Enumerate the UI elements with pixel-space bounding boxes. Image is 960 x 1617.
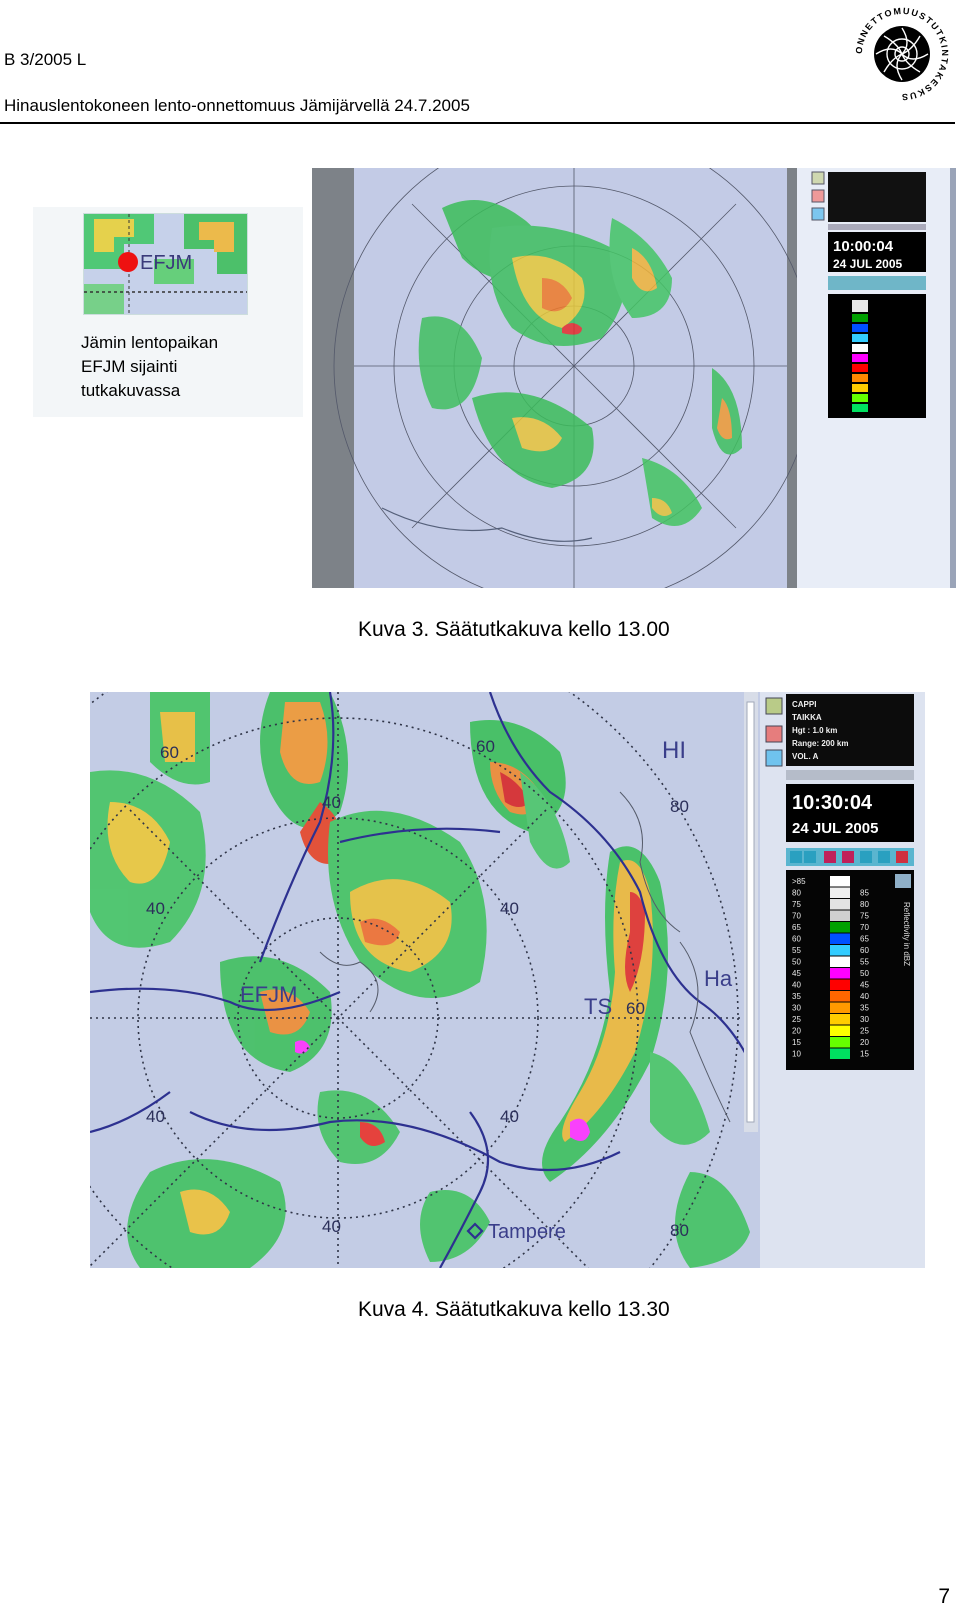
inset-line-3: tutkakuvassa — [81, 381, 181, 400]
legend-label-high: 20 — [860, 1038, 869, 1047]
legend-label-high: 35 — [860, 1003, 869, 1013]
fig4-time: 10:30:04 — [792, 792, 873, 814]
fig4-info-5: VOL. A — [792, 752, 819, 761]
legend-swatch — [830, 1014, 850, 1025]
fig4-info-4: Range: 200 km — [792, 739, 849, 748]
legend-label-low: 45 — [792, 969, 801, 978]
legend-label-high: 75 — [860, 911, 869, 921]
legend-swatch — [830, 1037, 850, 1048]
report-title: Hinauslentokoneen lento-onnettomuus Jämijärvellä 24.7.2005 — [4, 96, 470, 115]
legend-title: Reflectivity in dBZ — [902, 902, 911, 967]
ring-label-80-se: 80 — [670, 1221, 689, 1240]
fig4-date: 24 JUL 2005 — [792, 820, 879, 837]
logo-lettering: ONNETTOMUUSTUTKINTAKESKUS — [853, 5, 951, 103]
legend-label-high: 80 — [860, 900, 869, 909]
radar-image-1330 — [90, 692, 925, 1268]
legend-label-low: >85 — [792, 877, 806, 886]
efjm-marker — [118, 252, 138, 272]
inset-radar-crop — [83, 213, 248, 315]
legend-label-high: 70 — [860, 923, 869, 932]
legend-label-high: 60 — [860, 946, 869, 955]
page-number: 7 — [938, 1585, 950, 1608]
inset-efjm-label: EFJM — [140, 252, 193, 274]
legend-label-low: 25 — [792, 1015, 801, 1024]
legend-label-low: 60 — [792, 934, 801, 944]
efjm-location-inset — [33, 207, 303, 417]
figure-3-caption: Kuva 3. Säätutkakuva kello 13.00 — [358, 618, 670, 641]
legend-label-low: 35 — [792, 992, 801, 1001]
legend-label-high: 25 — [860, 1026, 869, 1036]
legend-label-high: 45 — [860, 980, 869, 990]
ring-label-40-sw: 40 — [146, 1107, 165, 1126]
fig4-info-1: CAPPI — [792, 700, 817, 709]
legend-label-low: 20 — [792, 1026, 801, 1036]
legend-swatch — [830, 968, 850, 979]
legend-label-low: 55 — [792, 946, 801, 955]
ring-label-40-s: 40 — [322, 1217, 341, 1236]
figure-4-caption: Kuva 4. Säätutkakuva kello 13.30 — [358, 1298, 670, 1321]
inset-line-1: Jämin lentopaikan — [81, 333, 219, 352]
legend-label-low: 50 — [792, 957, 801, 967]
legend-swatch — [830, 911, 850, 922]
fig3-date: 24 JUL 2005 — [833, 257, 903, 271]
legend-label-low: 75 — [792, 900, 801, 909]
legend-swatch — [830, 1049, 850, 1060]
legend-label-high: 15 — [860, 1049, 869, 1059]
legend-swatch — [830, 876, 850, 887]
fig4-info-3: Hgt : 1.0 km — [792, 726, 838, 735]
legend-swatch — [830, 899, 850, 910]
legend-swatch — [830, 957, 850, 968]
legend-swatch — [830, 922, 850, 933]
tampere-label: Tampere — [488, 1221, 566, 1243]
legend-label-low: 40 — [792, 980, 801, 990]
ring-label-60-n: 60 — [476, 737, 495, 756]
ring-label-40-n: 40 — [322, 793, 341, 812]
legend-label-low: 65 — [792, 923, 801, 932]
ring-label-80-ne: 80 — [670, 797, 689, 816]
ts-label: TS — [584, 994, 613, 1019]
ring-label-60-e: 60 — [626, 999, 645, 1018]
ring-label-40-e: 40 — [500, 899, 519, 918]
legend-swatch — [830, 945, 850, 956]
legend-label-low: 80 — [792, 888, 801, 898]
hi-label: HI — [662, 737, 686, 764]
fig4-info-2: TAIKKA — [792, 713, 822, 722]
legend-label-high: 55 — [860, 957, 869, 967]
legend-label-high: 40 — [860, 992, 869, 1001]
legend-label-high: 50 — [860, 969, 869, 978]
ring-label-60-nw: 60 — [160, 743, 179, 762]
legend-swatch — [830, 888, 850, 899]
legend-label-low: 70 — [792, 911, 801, 921]
legend-label-high: 65 — [860, 934, 869, 944]
legend-swatch — [830, 980, 850, 991]
efjm-label: EFJM — [240, 982, 298, 1007]
legend-swatch — [830, 991, 850, 1002]
radar-image-1300 — [312, 168, 956, 588]
legend-label-low: 30 — [792, 1003, 801, 1013]
legend-label-high: 30 — [860, 1015, 869, 1024]
fig3-time: 10:00:04 — [833, 238, 894, 255]
inset-description — [81, 331, 218, 403]
agency-logo — [852, 4, 952, 104]
header-divider — [0, 122, 955, 124]
legend-label-high: 85 — [860, 888, 869, 898]
legend-swatch — [830, 1026, 850, 1037]
ring-label-40-w: 40 — [146, 899, 165, 918]
legend-label-low: 15 — [792, 1038, 801, 1047]
ring-label-40-se: 40 — [500, 1107, 519, 1126]
ha-label: Ha — [704, 966, 733, 991]
inset-line-2: EFJM sijainti — [81, 357, 178, 376]
legend-label-low: 10 — [792, 1049, 801, 1059]
legend-swatch — [830, 934, 850, 945]
report-id: B 3/2005 L — [4, 50, 87, 69]
legend-swatch — [830, 1003, 850, 1014]
